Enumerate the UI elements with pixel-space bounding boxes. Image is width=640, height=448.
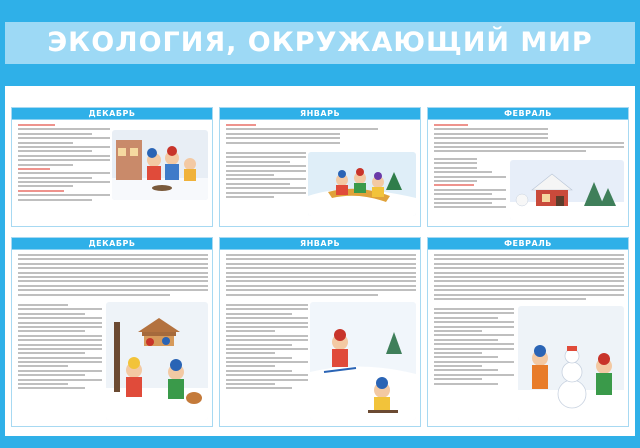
month-label: ДЕКАБРЬ (88, 109, 136, 118)
month-label: ДЕКАБРЬ (88, 239, 136, 248)
month-label: ЯНВАРЬ (299, 239, 341, 248)
month-label: ФЕВРАЛЬ (504, 239, 552, 248)
month-label: ФЕВРАЛЬ (504, 109, 552, 118)
month-label: ЯНВАРЬ (299, 109, 341, 118)
poster-title: ЭКОЛОГИЯ, ОКРУЖАЮЩИЙ МИР (47, 27, 593, 58)
